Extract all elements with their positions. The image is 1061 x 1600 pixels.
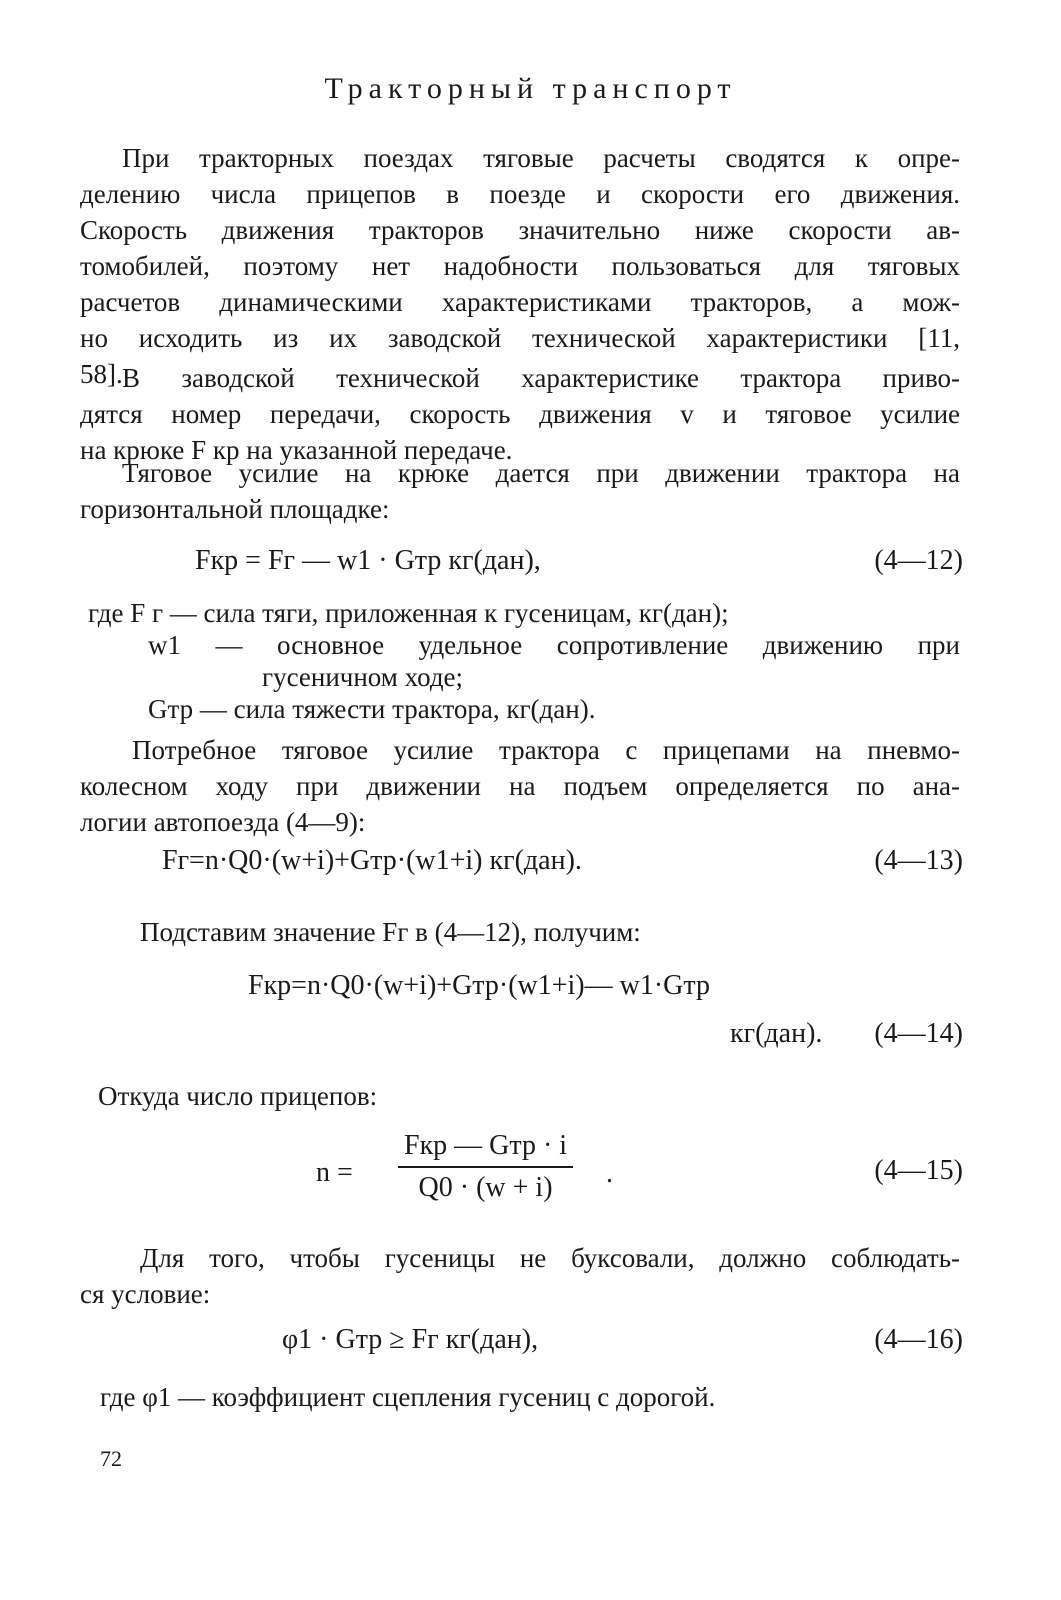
equation-number-4-13: (4—13)	[874, 845, 963, 876]
text-line: расчетов динамическими характеристиками тракторов, а мож-	[80, 287, 960, 317]
text-line: Тяговое усилие на крюке дается при движении трактора на	[122, 458, 960, 488]
text-line: томобилей, поэтому нет надобности пользоваться для тяговых	[80, 251, 960, 281]
equation-4-14-units: кг(дан).	[730, 1018, 823, 1049]
paragraph-3	[80, 455, 960, 527]
paragraph-5: Подставим значение Fг в (4—12), получим:	[140, 917, 641, 947]
definition-line: где φ1 — коэффициент сцепления гусениц с дорогой.	[100, 1382, 716, 1412]
paragraph-4	[80, 732, 960, 840]
paragraph-2	[80, 360, 960, 468]
equation-number-4-14: (4—14)	[874, 1018, 963, 1049]
equation-number-4-12: (4—12)	[874, 545, 963, 576]
equation-4-15-lhs: n =	[316, 1157, 353, 1188]
text-line: на крюке F кр на указанной передаче.	[80, 435, 513, 465]
equation-4-15-dot: .	[606, 1158, 613, 1189]
running-header: Тракторный транспорт	[324, 72, 737, 105]
equation-number-4-16: (4—16)	[874, 1324, 963, 1355]
equation-4-16: φ1 · Gтр ≥ Fг кг(дан),	[282, 1324, 539, 1355]
fraction-denominator: Q0 · (w + i)	[418, 1172, 553, 1203]
definition-line: Gтр — сила тяжести трактора, кг(дан).	[148, 694, 596, 724]
page-number: 72	[100, 1446, 122, 1471]
definition-line: гусеничном ходе;	[262, 662, 464, 692]
text-line: дятся номер передачи, скорость движения v и тяговое усилие	[80, 399, 960, 429]
paragraph-7	[80, 1240, 960, 1312]
paragraph-6: Откуда число прицепов:	[98, 1081, 378, 1111]
definition-line: w1 — основное удельное сопротивление движению при	[148, 630, 960, 660]
fraction-numerator: Fкр — Gтр · i	[398, 1130, 573, 1168]
equation-4-14: Fкр=n·Q0·(w+i)+Gтр·(w1+i)— w1·Gтр	[248, 970, 710, 1001]
paragraph-1	[80, 140, 960, 392]
text-line: Потребное тяговое усилие трактора с прицепами на пневмо-	[132, 735, 960, 765]
definition-line: где F г — сила тяги, приложенная к гусеницам, кг(дан);	[88, 598, 729, 628]
equation-4-13: Fг=n·Q0·(w+i)+Gтр·(w1+i) кг(дан).	[162, 845, 582, 876]
equation-number-4-15: (4—15)	[874, 1155, 963, 1186]
text-line: Скорость движения тракторов значительно ниже скорости ав-	[80, 215, 960, 245]
equation-4-12: Fкр = Fг — w1 · Gтр кг(дан),	[195, 545, 541, 576]
text-line: В заводской технической характеристике трактора приво-	[122, 363, 960, 393]
text-line: При тракторных поездах тяговые расчеты сводятся к опре-	[122, 143, 960, 173]
text-line: делению числа прицепов в поезде и скорости его движения.	[80, 179, 960, 209]
equation-4-15-fraction	[398, 1130, 573, 1204]
text-line: ся условие:	[80, 1279, 211, 1309]
text-line: колесном ходу при движении на подъем определяется по ана-	[80, 771, 960, 801]
text-line: логии автопоезда (4—9):	[80, 807, 366, 837]
text-line: но исходить из их заводской технической характеристики [11,	[80, 323, 960, 353]
text-line: Для того, чтобы гусеницы не буксовали, должно соблюдать-	[140, 1243, 960, 1273]
text-line: 58].	[80, 359, 123, 389]
text-line: горизонтальной площадке:	[80, 494, 390, 524]
